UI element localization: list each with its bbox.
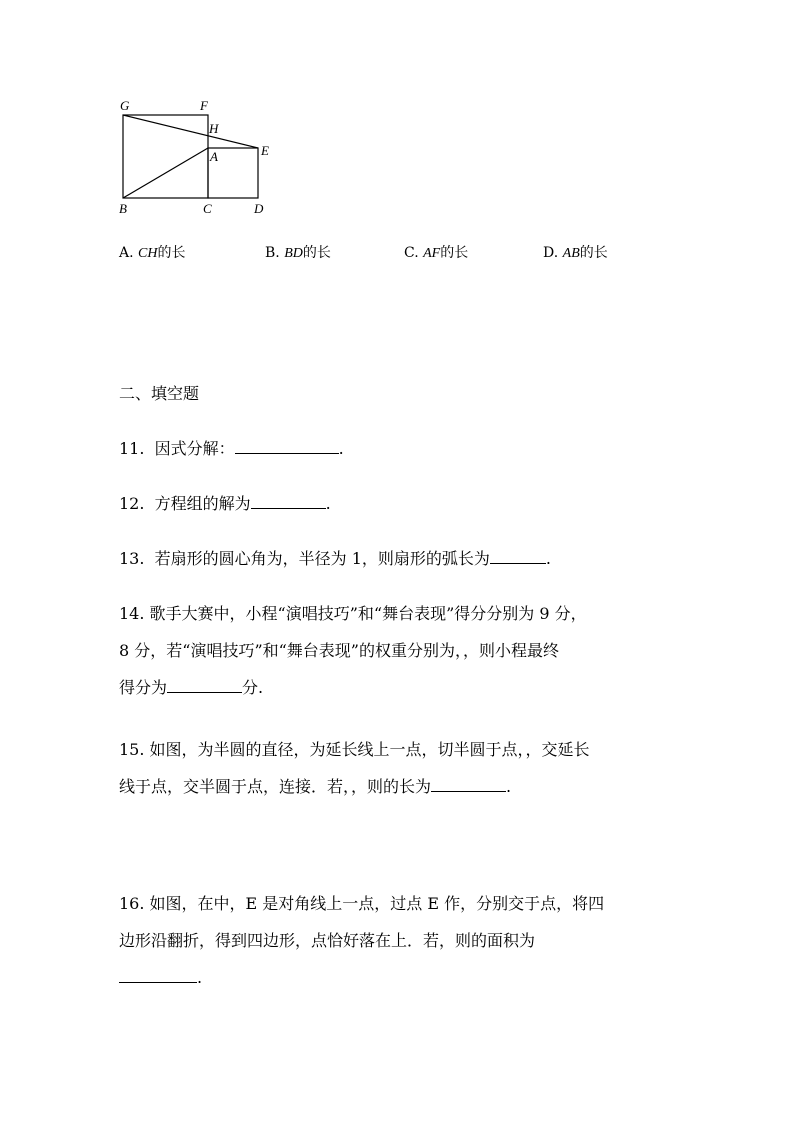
choice-a[interactable]: A. CH的长 bbox=[119, 245, 186, 261]
question-16-line-2: 边形沿翻折，得到四边形，点恰好落在上．若，则的面积为 bbox=[119, 931, 536, 950]
question-13: 13. 若扇形的圆心角为，半径为 1，则扇形的弧长为 . bbox=[119, 549, 551, 568]
question-16 bbox=[119, 885, 679, 996]
line-ba bbox=[123, 148, 208, 198]
big-rectangle bbox=[123, 115, 208, 198]
line-ge bbox=[123, 115, 258, 148]
question-15-line-2: 线于点，交半圆于点，连接．若，，则的长为 . bbox=[119, 777, 512, 796]
answer-blank[interactable] bbox=[490, 549, 546, 564]
choice-c[interactable]: C. AF的长 bbox=[404, 245, 469, 261]
label-d: D bbox=[254, 201, 264, 216]
answer-choices bbox=[119, 242, 719, 264]
geometry-figure bbox=[110, 95, 290, 220]
label-h: H bbox=[209, 121, 219, 136]
label-b: B bbox=[119, 201, 127, 216]
question-15 bbox=[119, 731, 679, 805]
section-title: 二、填空题 bbox=[119, 384, 200, 403]
question-12: 12. 方程组的解为 . bbox=[119, 494, 331, 513]
answer-blank[interactable] bbox=[119, 968, 197, 983]
question-14 bbox=[119, 595, 679, 706]
choice-b[interactable]: B. BD的长 bbox=[265, 245, 331, 261]
question-14-line-3: 得分为 分. bbox=[119, 678, 264, 697]
label-f: F bbox=[200, 98, 208, 113]
question-16-line-3: . bbox=[119, 959, 679, 996]
question-14-line-1: 14. 歌手大赛中，小程“演唱技巧”和“舞台表现”得分分别为 9 分， bbox=[119, 604, 587, 623]
label-a: A bbox=[210, 149, 218, 164]
label-g: G bbox=[120, 98, 130, 113]
answer-blank[interactable] bbox=[251, 494, 326, 509]
question-11: 11. 因式分解： . bbox=[119, 439, 344, 458]
question-15-line-1: 15. 如图，为半圆的直径，为延长线上一点，切半圆于点，，交延长 bbox=[119, 740, 590, 759]
question-14-line-2: 8 分，若“演唱技巧”和“舞台表现”的权重分别为，，则小程最终 bbox=[119, 641, 559, 660]
label-c: C bbox=[203, 201, 212, 216]
answer-blank[interactable] bbox=[235, 439, 339, 454]
question-16-line-1: 16. 如图，在中，E 是对角线上一点，过点 E 作，分别交于点，将四 bbox=[119, 894, 605, 913]
answer-blank[interactable] bbox=[431, 777, 506, 792]
label-e: E bbox=[261, 143, 269, 158]
choice-d[interactable]: D. AB的长 bbox=[543, 245, 608, 261]
answer-blank[interactable] bbox=[167, 678, 242, 693]
